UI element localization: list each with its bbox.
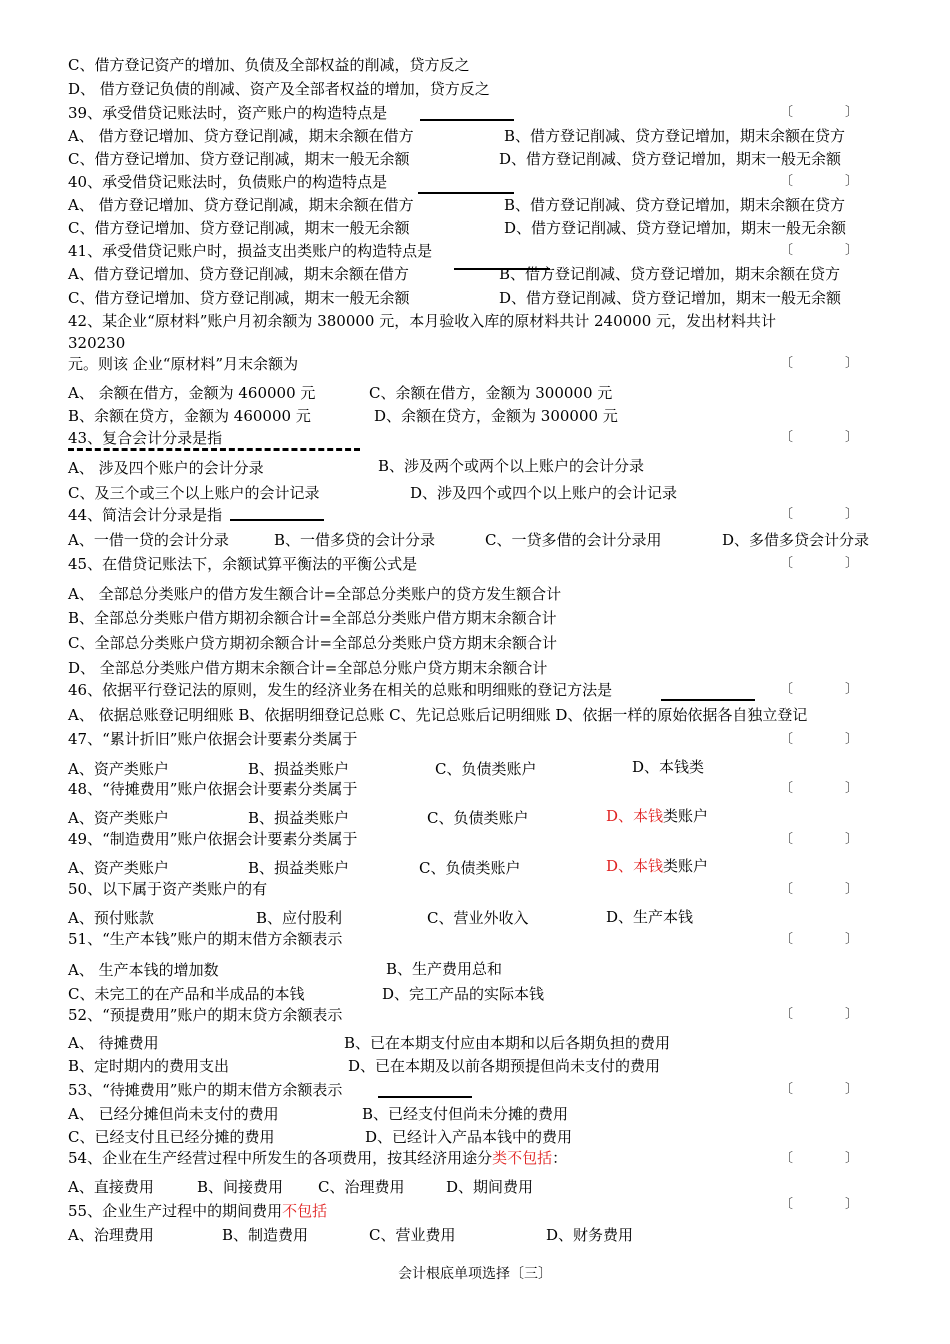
option-a: A、资产类账户: [68, 809, 169, 827]
option-a: A、治理费用: [68, 1226, 154, 1244]
answer-bracket: 〔 〕: [780, 1007, 859, 1022]
question-42-cont: 320230: [68, 334, 126, 352]
question-44: 44、简洁会计分录是指: [68, 506, 223, 524]
option-d: D、 全部总分类账户借方期末余额合计=全部总分账户贷方期末余额合计: [68, 659, 548, 677]
option-b: B、余额在贷方，金额为 460000 元: [68, 407, 311, 425]
answer-bracket: 〔 〕: [780, 1197, 859, 1212]
highlighted-text: 类不包括: [492, 1149, 553, 1167]
option-d: [606, 856, 708, 876]
option-d: D、本钱类: [632, 758, 705, 776]
answer-blank: [230, 519, 324, 521]
option-b: B、全部总分类账户借方期初余额合计=全部总分类账户借方期末余额合计: [68, 609, 557, 627]
answer-blank: [420, 119, 514, 121]
option-c: C、负债类账户: [427, 809, 529, 827]
answer-bracket: 〔 〕: [780, 781, 859, 796]
question-45: 45、在借贷记账法下，余额试算平衡法的平衡公式是: [68, 555, 418, 573]
question-51: 51、“生产本钱”账户的期末借方余额表示: [68, 930, 343, 948]
option-d: D、余额在贷方，金额为 300000 元: [374, 407, 618, 425]
answer-bracket: 〔 〕: [780, 882, 859, 897]
option-a: A、一借一贷的会计分录: [68, 531, 229, 549]
question-54: [68, 1148, 567, 1168]
page-footer: 会计根底单项选择〔三〕: [398, 1266, 552, 1282]
question-43: 43、复合会计分录是指: [68, 429, 223, 447]
option-c: C、及三个或三个以上账户的会计记录: [68, 484, 320, 502]
option-b: B、借方登记削减、贷方登记增加，期末余额在贷方: [499, 265, 841, 283]
option-b: B、应付股利: [256, 909, 343, 927]
question-47: 47、“累计折旧”账户依据会计要素分类属于: [68, 730, 358, 748]
question-49: 49、“制造费用”账户依据会计要素分类属于: [68, 830, 358, 848]
option-a: A、 生产本钱的增加数: [68, 961, 219, 979]
highlighted-answer: D、本钱: [606, 857, 664, 875]
answer-bracket: 〔 〕: [780, 1082, 859, 1097]
option-c: C、治理费用: [318, 1178, 405, 1196]
question-41: 41、承受借贷记账户时，损益支出类账户的构造特点是: [68, 242, 433, 260]
answer-bracket: 〔 〕: [780, 682, 859, 697]
question-46: 46、依据平行登记法的原则，发生的经济业务在相关的总账和明细账的登记方法是: [68, 681, 613, 699]
option-c: C、营业费用: [369, 1226, 456, 1244]
option-a: A、 涉及四个账户的会计分录: [68, 459, 264, 477]
option-a: A、借方登记增加、贷方登记削减，期末余额在借方: [68, 265, 409, 283]
option-c: C、负债类账户: [419, 859, 521, 877]
option-b: B、损益类账户: [248, 760, 350, 778]
question-48: 48、“待摊费用”账户依据会计要素分类属于: [68, 780, 358, 798]
option-d: D、多借多贷会计分录: [722, 531, 870, 549]
highlighted-answer: D、本钱: [606, 807, 664, 825]
option-c: C、全部总分类账户贷方期初余额合计=全部总分类账户贷方期末余额合计: [68, 634, 558, 652]
option-c: C、未完工的在产品和半成品的本钱: [68, 985, 305, 1003]
option-c: C、借方登记增加、贷方登记削减，期末一般无余额: [68, 219, 410, 237]
option-a: A、资产类账户: [68, 760, 169, 778]
answer-bracket: 〔 〕: [780, 174, 859, 189]
option-d: D、已在本期及以前各期预提但尚未支付的费用: [348, 1057, 661, 1075]
option-d: D、已经计入产品本钱中的费用: [365, 1128, 573, 1146]
option-b: B、生产费用总和: [386, 960, 503, 978]
answer-bracket: 〔 〕: [780, 430, 859, 445]
option-b: B、已经支付但尚未分摊的费用: [362, 1105, 569, 1123]
option-b: B、制造费用: [222, 1226, 309, 1244]
answer-bracket: 〔 〕: [780, 832, 859, 847]
options-46: A、 依据总账登记明细账 B、依据明细登记总账 C、先记总账后记明细账 D、依据一样的原始依据各自独立登记: [68, 706, 808, 724]
option-b: B、损益类账户: [248, 859, 350, 877]
answer-bracket: 〔 〕: [780, 1151, 859, 1166]
answer-bracket: 〔 〕: [780, 556, 859, 571]
option-d: D、财务费用: [546, 1226, 634, 1244]
answer-bracket: 〔 〕: [780, 105, 859, 120]
option-d: D、完工产品的实际本钱: [382, 985, 545, 1003]
question-54-colon: ：: [552, 1149, 568, 1167]
option-c: C、余额在借方，金额为 300000 元: [369, 384, 613, 402]
highlighted-text: 不包括: [282, 1202, 328, 1220]
option-d: D、生产本钱: [606, 908, 694, 926]
option-d: D、期间费用: [446, 1178, 534, 1196]
answer-bracket: 〔 〕: [780, 932, 859, 947]
question-53: 53、“待摊费用”账户的期末借方余额表示: [68, 1081, 343, 1099]
option-a: A、直接费用: [68, 1178, 154, 1196]
question-52: 52、“预提费用”账户的期末贷方余额表示: [68, 1006, 343, 1024]
question-39: 39、承受借贷记账法时，资产账户的构造特点是: [68, 104, 388, 122]
answer-bracket: 〔 〕: [780, 243, 859, 258]
option-b: B、损益类账户: [248, 809, 350, 827]
question-40: 40、承受借贷记账法时，负债账户的构造特点是: [68, 173, 388, 191]
option-c: B、定时期内的费用支出: [68, 1057, 230, 1075]
answer-bracket: 〔 〕: [780, 732, 859, 747]
option-d: D、借方登记削减、贷方登记增加，期末一般无余额: [504, 219, 847, 237]
option-a: A、 余额在借方，金额为 460000 元: [68, 384, 316, 402]
option-d: [606, 806, 708, 826]
option-a: A、 借方登记增加、贷方登记削减，期末余额在借方: [68, 196, 414, 214]
dashed-separator: [68, 448, 360, 451]
option-d: D、涉及四个或四个以上账户的会计记录: [410, 484, 678, 502]
option-b: B、借方登记削减、贷方登记增加，期末余额在贷方: [504, 127, 846, 145]
answer-blank: [661, 699, 755, 701]
answer-blank: [418, 192, 514, 194]
option-d: D、借方登记削减、贷方登记增加，期末一般无余额: [499, 289, 842, 307]
option-a: A、 借方登记增加、贷方登记削减，期末余额在借方: [68, 127, 414, 145]
option-c: C、借方登记增加、贷方登记削减，期末一般无余额: [68, 289, 410, 307]
option-c: C、已经支付且已经分摊的费用: [68, 1128, 275, 1146]
option-a: A、 已经分摊但尚未支付的费用: [68, 1105, 279, 1123]
option-b: B、间接费用: [197, 1178, 284, 1196]
text-line: D、 借方登记负债的削减、资产及全部者权益的增加，贷方反之: [68, 80, 490, 98]
question-50: 50、以下属于资产类账户的有: [68, 880, 268, 898]
question-55: [68, 1201, 327, 1221]
option-a: A、 全部总分类账户的借方发生额合计=全部总分类账户的贷方发生额合计: [68, 585, 562, 603]
option-a: A、资产类账户: [68, 859, 169, 877]
option-d: D、借方登记削减、贷方登记增加，期末一般无余额: [499, 150, 842, 168]
question-54-text: 54、企业在生产经营过程中所发生的各项费用，按其经济用途分: [68, 1149, 493, 1167]
answer-bracket: 〔 〕: [780, 507, 859, 522]
text-line: C、借方登记资产的增加、负债及全部权益的削减，贷方反之: [68, 56, 470, 74]
question-42: 42、某企业“原材料”账户月初余额为 380000 元，本月验收入库的原材料共计 240000 元，发出材料共计: [68, 312, 777, 330]
question-42-cont: 元。则该 企业“原材料”月末余额为: [68, 355, 299, 373]
question-55-text: 55、企业生产过程中的期间费用: [68, 1202, 283, 1220]
option-d-suffix: 类账户: [663, 807, 709, 825]
option-a: A、 待摊费用: [68, 1034, 159, 1052]
option-b: B、已在本期支付应由本期和以后各期负担的费用: [344, 1034, 671, 1052]
option-c: C、负债类账户: [435, 760, 537, 778]
option-c: C、营业外收入: [427, 909, 529, 927]
option-d-suffix: 类账户: [663, 857, 709, 875]
option-b: B、一借多贷的会计分录: [274, 531, 436, 549]
answer-bracket: 〔 〕: [780, 356, 859, 371]
option-c: C、一贷多借的会计分录用: [485, 531, 662, 549]
option-c: C、借方登记增加、贷方登记削减，期末一般无余额: [68, 150, 410, 168]
answer-blank: [378, 1096, 472, 1098]
option-a: A、预付账款: [68, 909, 154, 927]
option-b: B、借方登记削减、贷方登记增加，期末余额在贷方: [504, 196, 846, 214]
option-b: B、涉及两个或两个以上账户的会计分录: [378, 457, 645, 475]
